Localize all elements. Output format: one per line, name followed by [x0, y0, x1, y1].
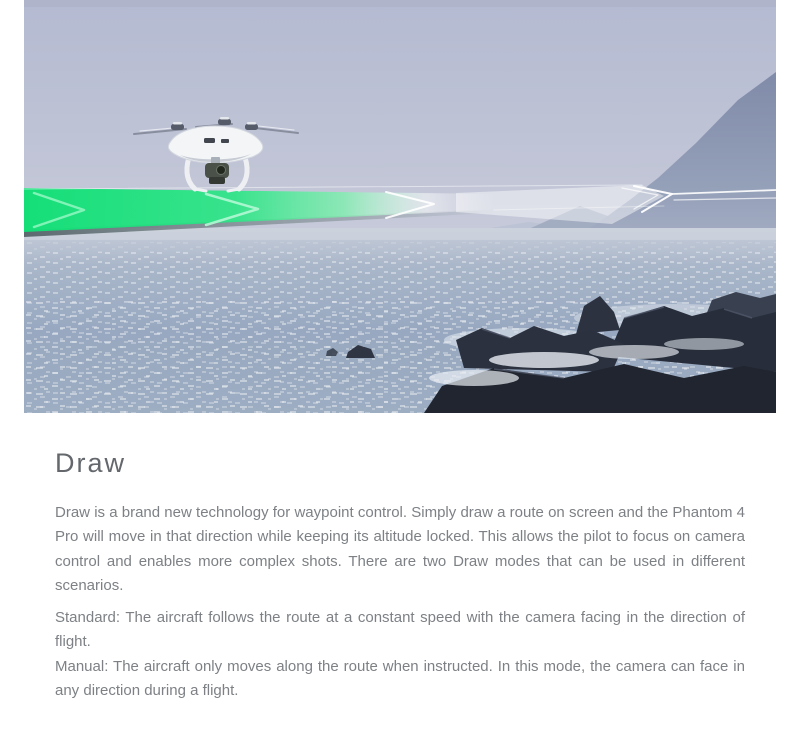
hero-scene — [24, 0, 776, 413]
intro-paragraph: Draw is a brand new technology for waypoint control. Simply draw a route on screen and the Phantom 4 Pro will move in that direction while keeping its altitude locked. This allows the pilot to focus on camera control and enables more complex shots. There are two Draw modes that can be used in different scenarios. — [55, 504, 745, 594]
hero-image — [24, 0, 776, 413]
page-container — [24, 0, 776, 703]
manual-mode-line: Manual: The aircraft only moves along the route when instructed. In this mode, the camera can face in any direction during a flight. — [55, 657, 745, 700]
standard-mode-line: Standard: The aircraft follows the route at a constant speed with the camera facing in the direction of flight. — [55, 609, 745, 651]
modes-paragraph — [55, 606, 745, 703]
section-title: Draw — [55, 448, 127, 478]
draw-section — [24, 447, 776, 703]
